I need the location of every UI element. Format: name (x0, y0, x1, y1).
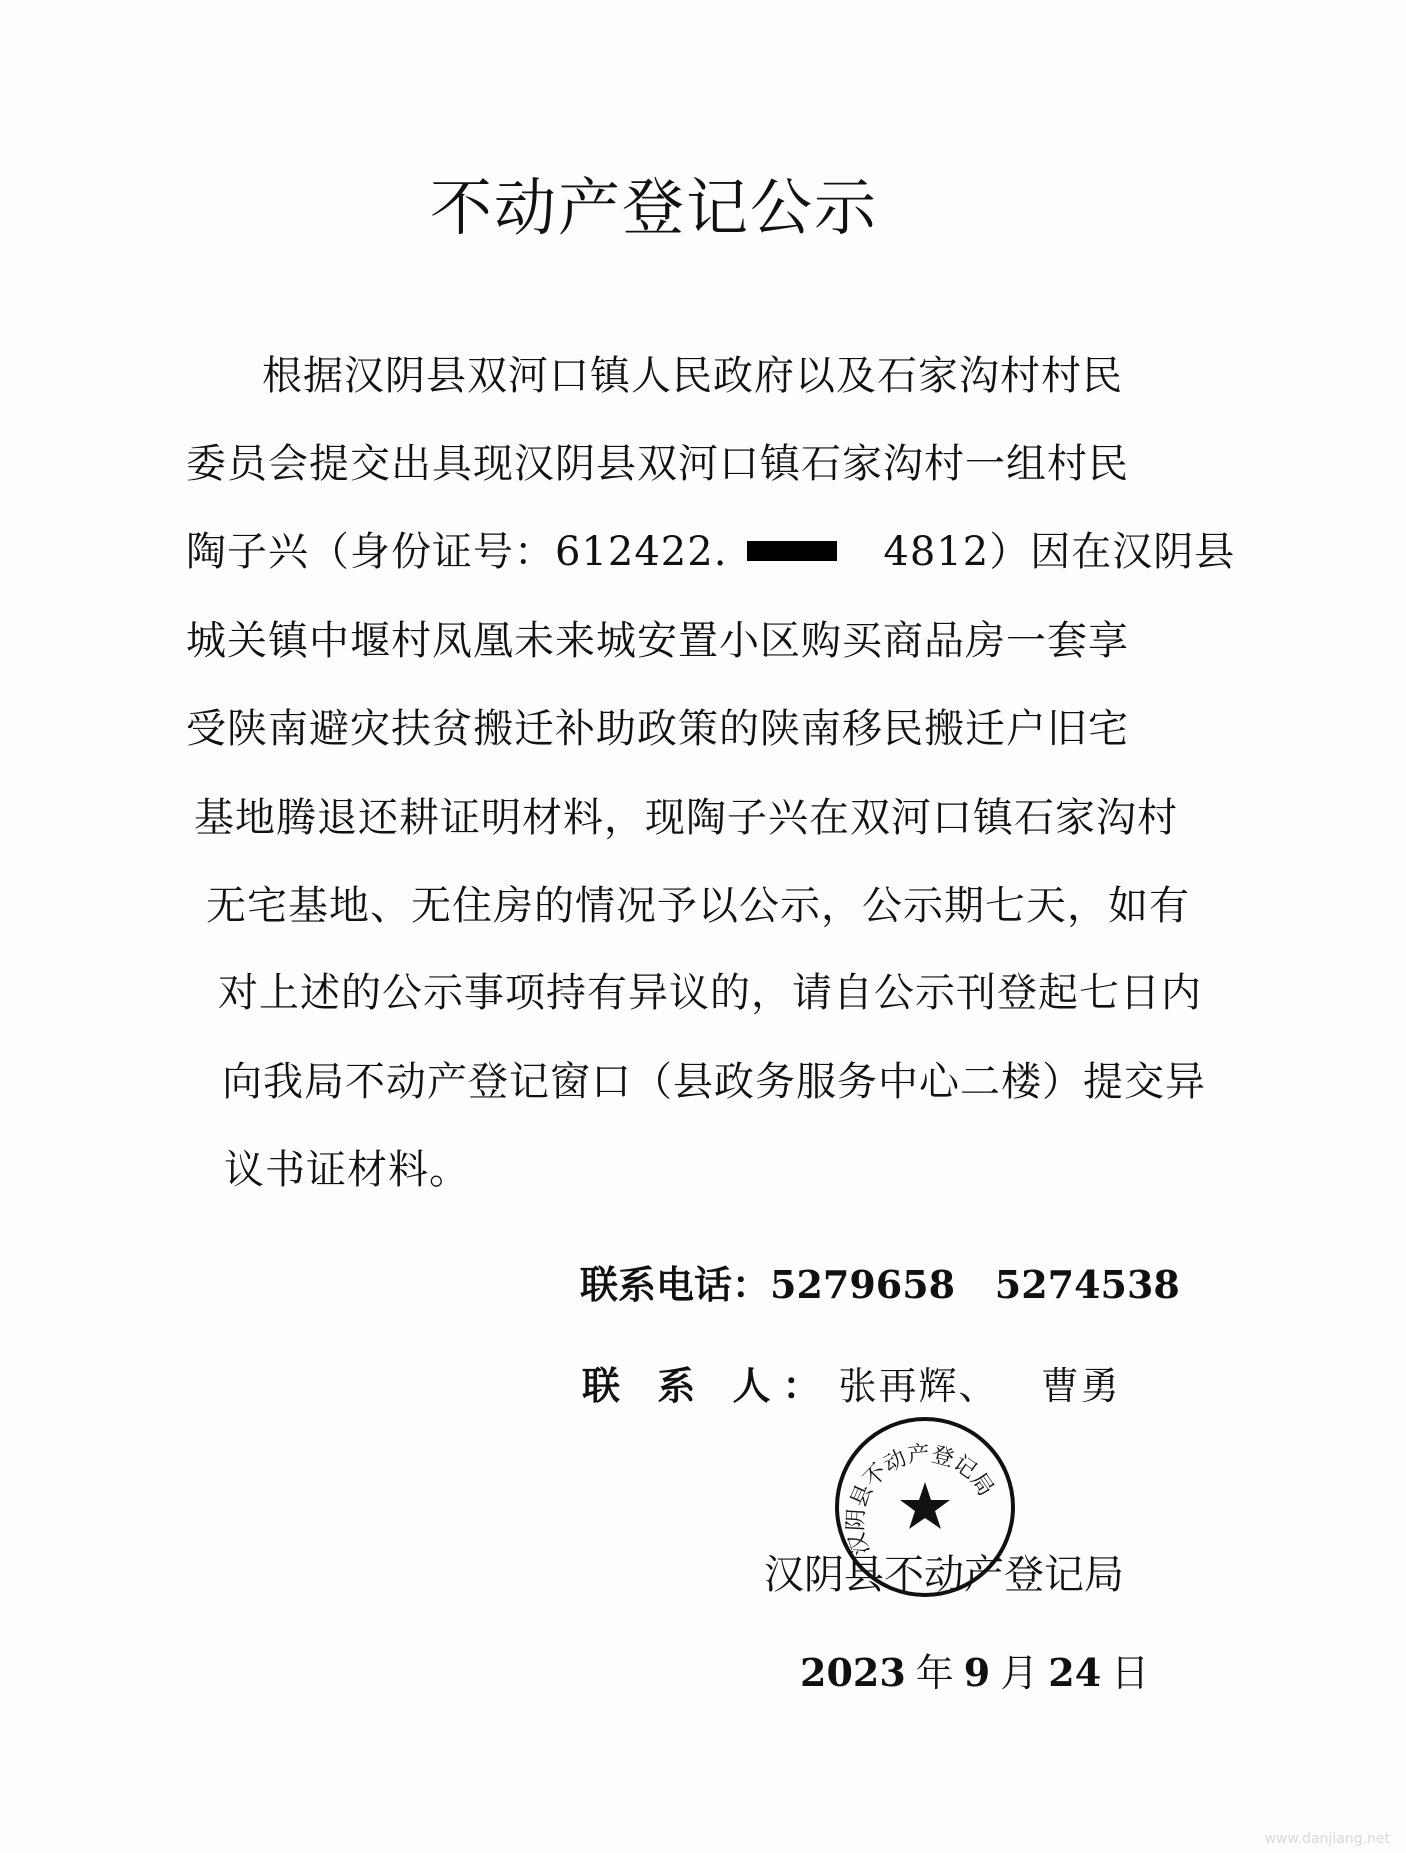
date-year: 2023 (800, 1650, 906, 1695)
id-line-suffix: 4812）因在汉阴县 (883, 529, 1236, 575)
body-line-2: 委员会提交出具现汉阴县双河口镇石家沟村一组村民 (186, 441, 1129, 487)
site-watermark: www.danjiang.net (1264, 1831, 1390, 1847)
body-line-1: 根据汉阴县双河口镇人民政府以及石家沟村村民 (262, 353, 1123, 399)
contact-person (582, 1355, 1121, 1410)
body-line-4: 受陕南避灾扶贫搬迁补助政策的陕南移民搬迁户旧宅 (186, 706, 1129, 752)
redaction-bar (747, 541, 837, 561)
issuing-organization: 汉阴县不动产登记局 (764, 1552, 1124, 1598)
person-names: 张再辉、 曹勇 (838, 1364, 1121, 1408)
body-line-3: 城关镇中堰村凤凰未来城安置小区购买商品房一套享 (186, 618, 1129, 664)
body-line-id (186, 520, 1235, 577)
body-line-6: 无宅基地、无住房的情况予以公示，公示期七天，如有 (206, 883, 1190, 929)
body-line-7: 对上述的公示事项持有异议的，请自公示刊登起七日内 (218, 970, 1202, 1016)
contact-phone (580, 1254, 1180, 1309)
date-day-unit: 日 (1111, 1651, 1150, 1695)
body-line-9: 议书证材料。 (224, 1147, 470, 1193)
document-title: 不动产登记公示 (430, 171, 879, 244)
date-month-unit: 月 (1000, 1651, 1039, 1695)
date-month: 9 (963, 1650, 991, 1695)
body-line-5: 基地腾退还耕证明材料，现陶子兴在双河口镇石家沟村 (194, 795, 1178, 841)
person-label: 联 系 人： (582, 1363, 833, 1408)
id-line-prefix: 陶子兴（身份证号：612422. (186, 529, 728, 575)
seal-star-icon (900, 1482, 950, 1529)
body-line-8: 向我局不动产登记窗口（县政务服务中心二楼）提交异 (222, 1059, 1206, 1105)
date-day: 24 (1048, 1650, 1102, 1695)
phone-numbers: 5279658 5274538 (770, 1262, 1180, 1307)
seal-text-path: 汉阴县不动产登记局 (843, 1441, 999, 1559)
phone-label: 联系电话： (580, 1262, 771, 1307)
issue-date (800, 1642, 1159, 1697)
date-year-unit: 年 (915, 1651, 954, 1695)
